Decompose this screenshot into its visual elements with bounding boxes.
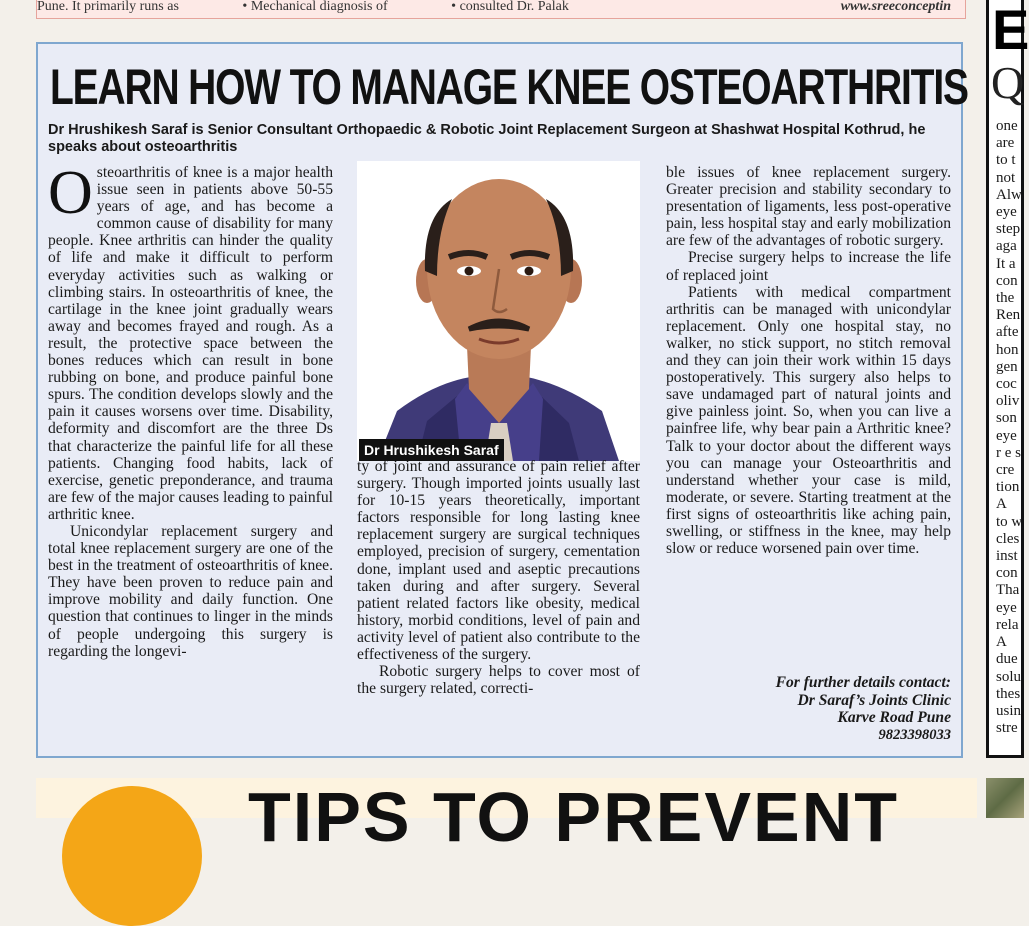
paragraph: ble issues of knee replacement surgery. Greater precision and stability secondary to presentation of ligaments, less post-operative pain, less hospital stay and early mobilization are few of the advantages of robotic surgery. [666,164,951,250]
neighbor-text-line: inst [996,548,1018,565]
neighbor-text-line: usin [996,702,1022,719]
neighbor-photo-fragment [986,778,1024,818]
paragraph: ty of joint and assurance of pain relief after surgery. Though imported joints usually last for 10-15 years theoretically, important factors responsible for long lasting knee replacement surgery are surgical techniques employed, precision of surgery, cementation done, implant used and aseptic precautions taken during and after surgery. Several patient related factors like obesity, medical history, morbid conditions, level of pain and activity level of patient also contribute to the effectiveness of the surgery. [357,458,640,664]
neighbor-text-fragments [989,118,1021,737]
neighbor-text-line: cre [996,462,1015,479]
neighbor-text-line: con [996,565,1018,582]
neighbor-text-line: solu [996,668,1022,685]
contact-heading: For further details contact: [775,674,951,691]
clinic-phone: 9823398033 [878,726,951,743]
next-article-strip [36,778,977,856]
neighbor-text-line: are [996,135,1015,152]
neighbor-column [986,0,1029,758]
article-column-1 [48,159,333,660]
neighbor-text-line: one [996,118,1018,134]
paragraph: Unicondylar replacement surgery and total knee replacement surgery are one of the best in the treatment of osteoarthritis of knee. They have been proven to reduce pain and improve mobility and daily function. One question that continues to linger in the minds of people undergoing this surgery is regarding the longevi- [48,522,333,660]
neighbor-text-line: aga [996,238,1017,255]
neighbor-text-line: Alw [996,186,1022,203]
neighbor-text-line: eye [996,204,1017,221]
article-headline: LEARN HOW TO MANAGE KNEE OSTEOARTHRITIS [50,59,968,115]
drop-cap: O [48,159,93,227]
paragraph: Patients with medical compartment arthritis can be managed with unicondylar replacement. Only one hospital stay, no walker, no stick support, no stitch removal and they can join their work within 15 days postoperatively. This surgery also helps to save undamaged part of natural joints and give painless joint. So, when you can live a painfree life, why bear pain a Arthritic knee? Talk to your doctor about the different ways you can manage your Osteoarthritis and understand whether your case is mild, moderate, or severe. Starting treatment at the first signs of osteoarthritis like aching pain, swelling, or stiffness in the knee, may help slow or reduce worsened pain over time. [666,283,951,558]
neighbor-text-line: A [996,634,1007,651]
clinic-address: Karve Road Pune [837,709,951,726]
article-column-2 [357,458,640,697]
neighbor-text-line: Ren [996,307,1021,324]
decorative-circle [62,786,202,926]
neighbor-text-line: Tha [996,582,1020,599]
neighbor-text-line: to w [996,513,1023,530]
neighbor-text-line: eye [996,599,1017,616]
portrait-image [357,161,640,461]
neighbor-text-line: eye [996,427,1017,444]
neighbor-text-line: to t [996,152,1016,169]
neighbor-text-line: thes [996,685,1021,702]
strip-fragment: • consulted Dr. Palak [451,0,569,14]
neighbor-text-line: stre [996,720,1018,737]
article-byline: Dr Hrushikesh Saraf is Senior Consultant Orthopaedic & Robotic Joint Replacement Surgeon at Shashwat Hospital Kothrud, he speaks about osteoarthritis [48,122,926,155]
paragraph: Precise surgery helps to increase the life of replaced joint [666,249,951,284]
neighbor-text-line: tion [996,479,1020,496]
paragraph: Robotic surgery helps to cover most of the surgery related, correcti- [357,663,640,698]
neighbor-text-line: gen [996,358,1018,375]
next-article-headline: TIPS TO PREVENT [248,778,900,856]
previous-article-strip [36,0,966,19]
neighbor-text-line: not [996,169,1016,186]
neighbor-text-line: step [996,221,1021,238]
contact-block [666,674,951,744]
neighbor-text-line: afte [996,324,1019,341]
neighbor-text-line: hon [996,341,1019,358]
strip-url: www.sreeconceptin [840,0,951,14]
neighbor-text-line: the [996,290,1015,307]
paragraph: Osteoarthritis of knee is a major health issue seen in patients above 50-55 years of age, and has become a common cause of disability for many people. Knee arthritis can hinder the quality of life and make it difficult to perform everyday activities such as walking or climbing stairs. In osteoarthritis of knee, the cartilage in the knee joint gradually wears away and becomes frayed and rough. As a result, the protective space between the bones reduces which can result in bone rubbing on bone, and produce painful bone spurs. The condition develops slowly and the pain it causes worsens over time. Disability, deformity and discomfort are the three Ds that characterize the painful life for all these patients. Changing food habits, lack of exercise, genetic preponderance, and trauma are few of the major causes leading to painful arthritic knee. [48,159,333,523]
neighbor-text-line: son [996,410,1017,427]
neighbor-text-line: cles [996,530,1020,547]
neighbor-text-line: It a [996,255,1016,272]
article-box [36,42,968,758]
neighbor-text-line: A [996,496,1007,513]
neighbor-large-letter: E [992,0,1029,61]
strip-fragment: Pune. It primarily runs as [37,0,179,14]
neighbor-text-line: coc [996,376,1017,393]
author-photo [357,161,640,461]
neighbor-text-line: r e s [996,444,1021,461]
neighbor-text-line: rela [996,616,1019,633]
neighbor-text-line: oliv [996,393,1020,410]
photo-caption: Dr Hrushikesh Saraf [359,439,504,461]
clinic-name: Dr Saraf’s Joints Clinic [797,691,951,709]
article-column-3 [666,164,951,557]
neighbor-text-line: con [996,272,1018,289]
neighbor-text-line: due [996,651,1018,668]
neighbor-quote-mark: Q [991,57,1025,108]
strip-fragment: • Mechanical diagnosis of [242,0,388,14]
